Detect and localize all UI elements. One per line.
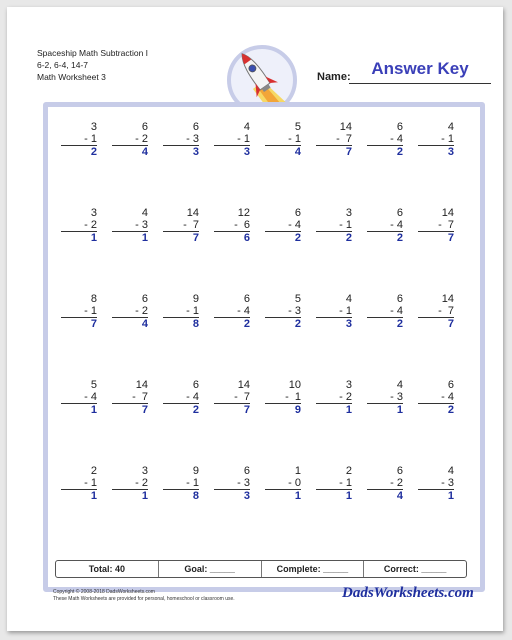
subtrahend: - 1 — [163, 305, 199, 318]
minuend: 6 — [243, 293, 250, 305]
score-bar — [55, 560, 467, 578]
subtrahend: - 4 — [163, 391, 199, 404]
subtrahend: - 1 — [163, 477, 199, 490]
subtraction-problem — [367, 379, 403, 417]
complete-cell[interactable]: Complete: _____ — [262, 561, 365, 577]
subtraction-problem — [214, 465, 250, 503]
answer: 7 — [243, 404, 250, 416]
worksheet-page — [7, 7, 503, 631]
subtraction-problem — [61, 207, 97, 245]
answer: 3 — [192, 146, 199, 158]
answer: 3 — [447, 146, 454, 158]
subtrahend: - 4 — [418, 391, 454, 404]
subtrahend: - 2 — [112, 133, 148, 146]
answer: 1 — [90, 232, 97, 244]
subtraction-problem — [214, 121, 250, 159]
worksheet-header — [37, 47, 148, 83]
subtrahend: - 0 — [265, 477, 301, 490]
minuend: 6 — [396, 293, 403, 305]
subtrahend: - 3 — [367, 391, 403, 404]
minuend: 6 — [396, 207, 403, 219]
subtraction-problem — [163, 121, 199, 159]
subtraction-problem — [163, 207, 199, 245]
subtraction-problem — [265, 121, 301, 159]
answer: 7 — [447, 232, 454, 244]
minuend: 4 — [141, 207, 148, 219]
subtrahend: - 1 — [316, 477, 352, 490]
minuend: 10 — [288, 379, 301, 391]
answer: 2 — [396, 318, 403, 330]
subtrahend: - 2 — [112, 477, 148, 490]
subtraction-problem — [367, 207, 403, 245]
subtrahend: - 2 — [316, 391, 352, 404]
subtraction-problem — [316, 207, 352, 245]
subtraction-problem — [163, 465, 199, 503]
minuend: 14 — [339, 121, 352, 133]
subtrahend: - 1 — [418, 133, 454, 146]
subtraction-problem — [265, 293, 301, 331]
minuend: 3 — [141, 465, 148, 477]
subtrahend: - 2 — [61, 219, 97, 232]
subtraction-problem — [418, 465, 454, 503]
answer: 6 — [243, 232, 250, 244]
answer: 2 — [294, 318, 301, 330]
goal-cell[interactable]: Goal: _____ — [159, 561, 262, 577]
subtrahend: - 1 — [265, 391, 301, 404]
subtraction-problem — [316, 121, 352, 159]
subtrahend: - 2 — [367, 477, 403, 490]
answer: 3 — [345, 318, 352, 330]
subtrahend: - 2 — [112, 305, 148, 318]
subtraction-problem — [163, 379, 199, 417]
fact-families: 6-2, 6-4, 14-7 — [37, 60, 89, 70]
correct-cell[interactable]: Correct: _____ — [383, 564, 447, 574]
subtraction-problem — [214, 379, 250, 417]
subtraction-problem — [367, 465, 403, 503]
minuend: 6 — [141, 293, 148, 305]
subtrahend: - 3 — [265, 305, 301, 318]
answer: 1 — [447, 490, 454, 502]
minuend: 12 — [237, 207, 250, 219]
answer: 7 — [141, 404, 148, 416]
answer: 4 — [396, 490, 403, 502]
name-label: Name: — [317, 71, 351, 83]
subtraction-problem — [61, 465, 97, 503]
copyright-line: Copyright © 2008-2018 DadsWorksheets.com — [53, 589, 155, 595]
minuend: 5 — [90, 379, 97, 391]
subtraction-problem — [367, 121, 403, 159]
subtrahend: - 1 — [316, 305, 352, 318]
answer: 7 — [345, 146, 352, 158]
answer: 2 — [243, 318, 250, 330]
subtraction-problem — [265, 379, 301, 417]
subtraction-problem — [214, 293, 250, 331]
minuend: 6 — [447, 379, 454, 391]
answer: 4 — [141, 318, 148, 330]
minuend: 6 — [243, 465, 250, 477]
answer: 2 — [90, 146, 97, 158]
subtrahend: - 1 — [265, 133, 301, 146]
minuend: 6 — [396, 465, 403, 477]
subtrahend: - 7 — [112, 391, 148, 404]
minuend: 6 — [192, 379, 199, 391]
subtraction-problem — [418, 293, 454, 331]
answer: 1 — [294, 490, 301, 502]
minuend: 14 — [441, 207, 454, 219]
minuend: 14 — [237, 379, 250, 391]
subtrahend: - 4 — [214, 305, 250, 318]
subtraction-problem — [214, 207, 250, 245]
total-cell: Total: 40 — [56, 561, 159, 577]
minuend: 3 — [90, 121, 97, 133]
subtraction-problem — [163, 293, 199, 331]
answer: 2 — [396, 146, 403, 158]
answer: 1 — [345, 490, 352, 502]
answer: 4 — [141, 146, 148, 158]
answer: 8 — [192, 318, 199, 330]
answer: 2 — [192, 404, 199, 416]
subtrahend: - 4 — [367, 219, 403, 232]
subtraction-problem — [367, 293, 403, 331]
subtraction-problem — [61, 293, 97, 331]
answer: 2 — [396, 232, 403, 244]
minuend: 6 — [396, 121, 403, 133]
minuend: 3 — [345, 207, 352, 219]
subtrahend: - 3 — [214, 477, 250, 490]
answer: 1 — [90, 404, 97, 416]
answer: 1 — [141, 232, 148, 244]
subtraction-problem — [265, 465, 301, 503]
minuend: 4 — [447, 121, 454, 133]
subtraction-problem — [316, 379, 352, 417]
subtrahend: - 4 — [367, 305, 403, 318]
answer: 4 — [294, 146, 301, 158]
name-field-line[interactable] — [349, 83, 491, 84]
problem-grid — [61, 121, 461, 541]
minuend: 9 — [192, 465, 199, 477]
subtraction-problem — [112, 121, 148, 159]
answer: 7 — [192, 232, 199, 244]
worksheet-number: Math Worksheet 3 — [37, 72, 106, 82]
minuend: 5 — [294, 121, 301, 133]
minuend: 2 — [90, 465, 97, 477]
subtraction-problem — [61, 379, 97, 417]
subtrahend: - 6 — [214, 219, 250, 232]
subtrahend: - 1 — [61, 477, 97, 490]
subtraction-problem — [61, 121, 97, 159]
subtrahend: - 1 — [214, 133, 250, 146]
minuend: 1 — [294, 465, 301, 477]
minuend: 4 — [345, 293, 352, 305]
minuend: 6 — [192, 121, 199, 133]
answer: 3 — [243, 490, 250, 502]
answer: 1 — [141, 490, 148, 502]
minuend: 3 — [90, 207, 97, 219]
minuend: 3 — [345, 379, 352, 391]
copyright-notice — [53, 589, 235, 603]
subtraction-problem — [418, 207, 454, 245]
usage-line: These Math Worksheets are provided for personal, homeschool or classroom use. — [53, 596, 235, 602]
subtrahend: - 1 — [316, 219, 352, 232]
subtraction-problem — [418, 379, 454, 417]
minuend: 6 — [294, 207, 301, 219]
minuend: 5 — [294, 293, 301, 305]
answer: 1 — [345, 404, 352, 416]
subtrahend: - 4 — [367, 133, 403, 146]
subtrahend: - 1 — [61, 133, 97, 146]
answer: 7 — [90, 318, 97, 330]
minuend: 6 — [141, 121, 148, 133]
answer: 2 — [294, 232, 301, 244]
subtrahend: - 7 — [418, 219, 454, 232]
minuend: 14 — [135, 379, 148, 391]
subtraction-problem — [112, 207, 148, 245]
subtrahend: - 1 — [61, 305, 97, 318]
minuend: 14 — [186, 207, 199, 219]
minuend: 4 — [243, 121, 250, 133]
subtrahend: - 3 — [418, 477, 454, 490]
answer: 2 — [447, 404, 454, 416]
subtraction-problem — [112, 379, 148, 417]
subtraction-problem — [316, 293, 352, 331]
minuend: 8 — [90, 293, 97, 305]
answer: 7 — [447, 318, 454, 330]
subtraction-problem — [112, 465, 148, 503]
minuend: 14 — [441, 293, 454, 305]
answer-key-label: Answer Key — [371, 59, 469, 78]
subtraction-problem — [316, 465, 352, 503]
answer: 3 — [243, 146, 250, 158]
subtraction-problem — [418, 121, 454, 159]
minuend: 9 — [192, 293, 199, 305]
minuend: 2 — [345, 465, 352, 477]
subtrahend: - 3 — [112, 219, 148, 232]
minuend: 4 — [396, 379, 403, 391]
subtraction-problem — [265, 207, 301, 245]
answer: 1 — [396, 404, 403, 416]
brand-logo: DadsWorksheets.com — [342, 585, 474, 601]
subtrahend: - 4 — [61, 391, 97, 404]
subtrahend: - 4 — [265, 219, 301, 232]
minuend: 4 — [447, 465, 454, 477]
subtrahend: - 7 — [214, 391, 250, 404]
answer: 9 — [294, 404, 301, 416]
subtrahend: - 7 — [418, 305, 454, 318]
worksheet-title: Spaceship Math Subtraction I — [37, 48, 149, 58]
answer: 1 — [90, 490, 97, 502]
subtrahend: - 7 — [163, 219, 199, 232]
subtraction-problem — [112, 293, 148, 331]
subtrahend: - 7 — [316, 133, 352, 146]
subtrahend: - 3 — [163, 133, 199, 146]
answer: 2 — [345, 232, 352, 244]
answer: 8 — [192, 490, 199, 502]
